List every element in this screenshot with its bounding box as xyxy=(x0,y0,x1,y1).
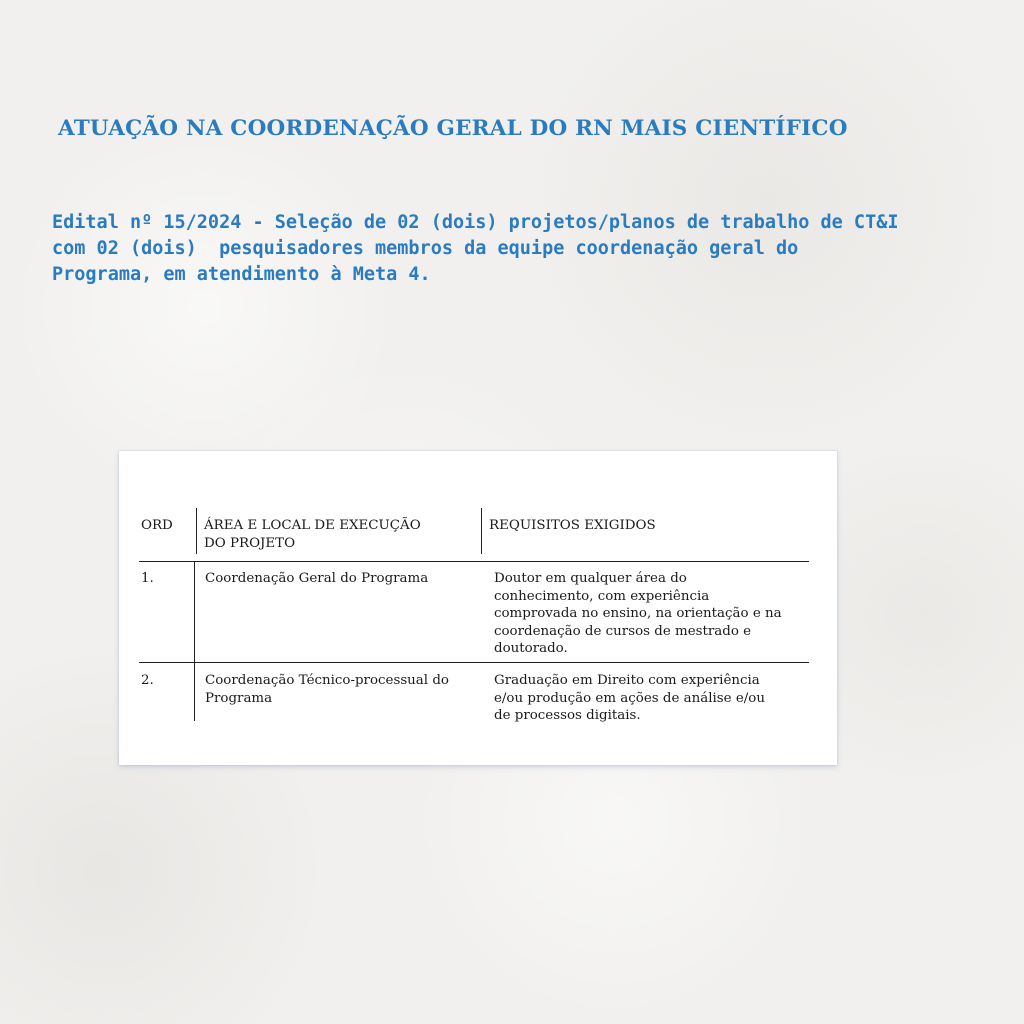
requisito-line: comprovada no ensino, na orientação e na xyxy=(494,606,782,622)
area-line: Coordenação Técnico-processual do xyxy=(205,673,449,688)
header-area-line: ÁREA E LOCAL DE EXECUÇÃO xyxy=(204,518,421,533)
requisito-line: coordenação de cursos de mestrado e xyxy=(494,623,752,639)
row-divider xyxy=(139,662,809,663)
requirements-table xyxy=(119,451,837,765)
page-title: ATUAÇÃO NA COORDENAÇÃO GERAL DO RN MAIS CIENTÍFICO xyxy=(58,116,848,141)
requisito-line: doutorado. xyxy=(494,641,568,657)
requisito-line: de processos digitais. xyxy=(494,708,641,724)
edital-line: Edital nº 15/2024 - Seleção de 02 (dois) projetos/planos de trabalho de CT&I xyxy=(52,212,899,233)
requisito-line: Doutor em qualquer área do xyxy=(494,571,687,586)
header-divider xyxy=(196,508,197,554)
header-area xyxy=(204,517,421,552)
row-2-ord: 2. xyxy=(141,673,154,688)
row-1-requisitos xyxy=(494,570,782,658)
row-1-divider xyxy=(194,562,195,662)
header-requisitos: REQUISITOS EXIGIDOS xyxy=(489,518,656,533)
row-1-area: Coordenação Geral do Programa xyxy=(205,571,429,586)
edital-line: Programa, em atendimento à Meta 4. xyxy=(52,264,431,285)
row-divider xyxy=(139,561,809,562)
edital-line: com 02 (dois) pesquisadores membros da equipe coordenação geral do xyxy=(52,238,799,259)
area-line: Programa xyxy=(205,690,273,706)
header-area-line: DO PROJETO xyxy=(204,535,296,551)
requisito-line: conhecimento, com experiência xyxy=(494,588,710,604)
requisito-line: Graduação em Direito com experiência xyxy=(494,673,760,688)
edital-description xyxy=(52,210,982,288)
row-2-area xyxy=(205,672,449,707)
requisito-line: e/ou produção em ações de análise e/ou xyxy=(494,690,765,706)
row-2-divider xyxy=(194,663,195,721)
row-1-ord: 1. xyxy=(141,571,154,586)
row-2-requisitos xyxy=(494,672,765,725)
header-divider xyxy=(481,508,482,554)
header-ord: ORD xyxy=(141,518,173,533)
